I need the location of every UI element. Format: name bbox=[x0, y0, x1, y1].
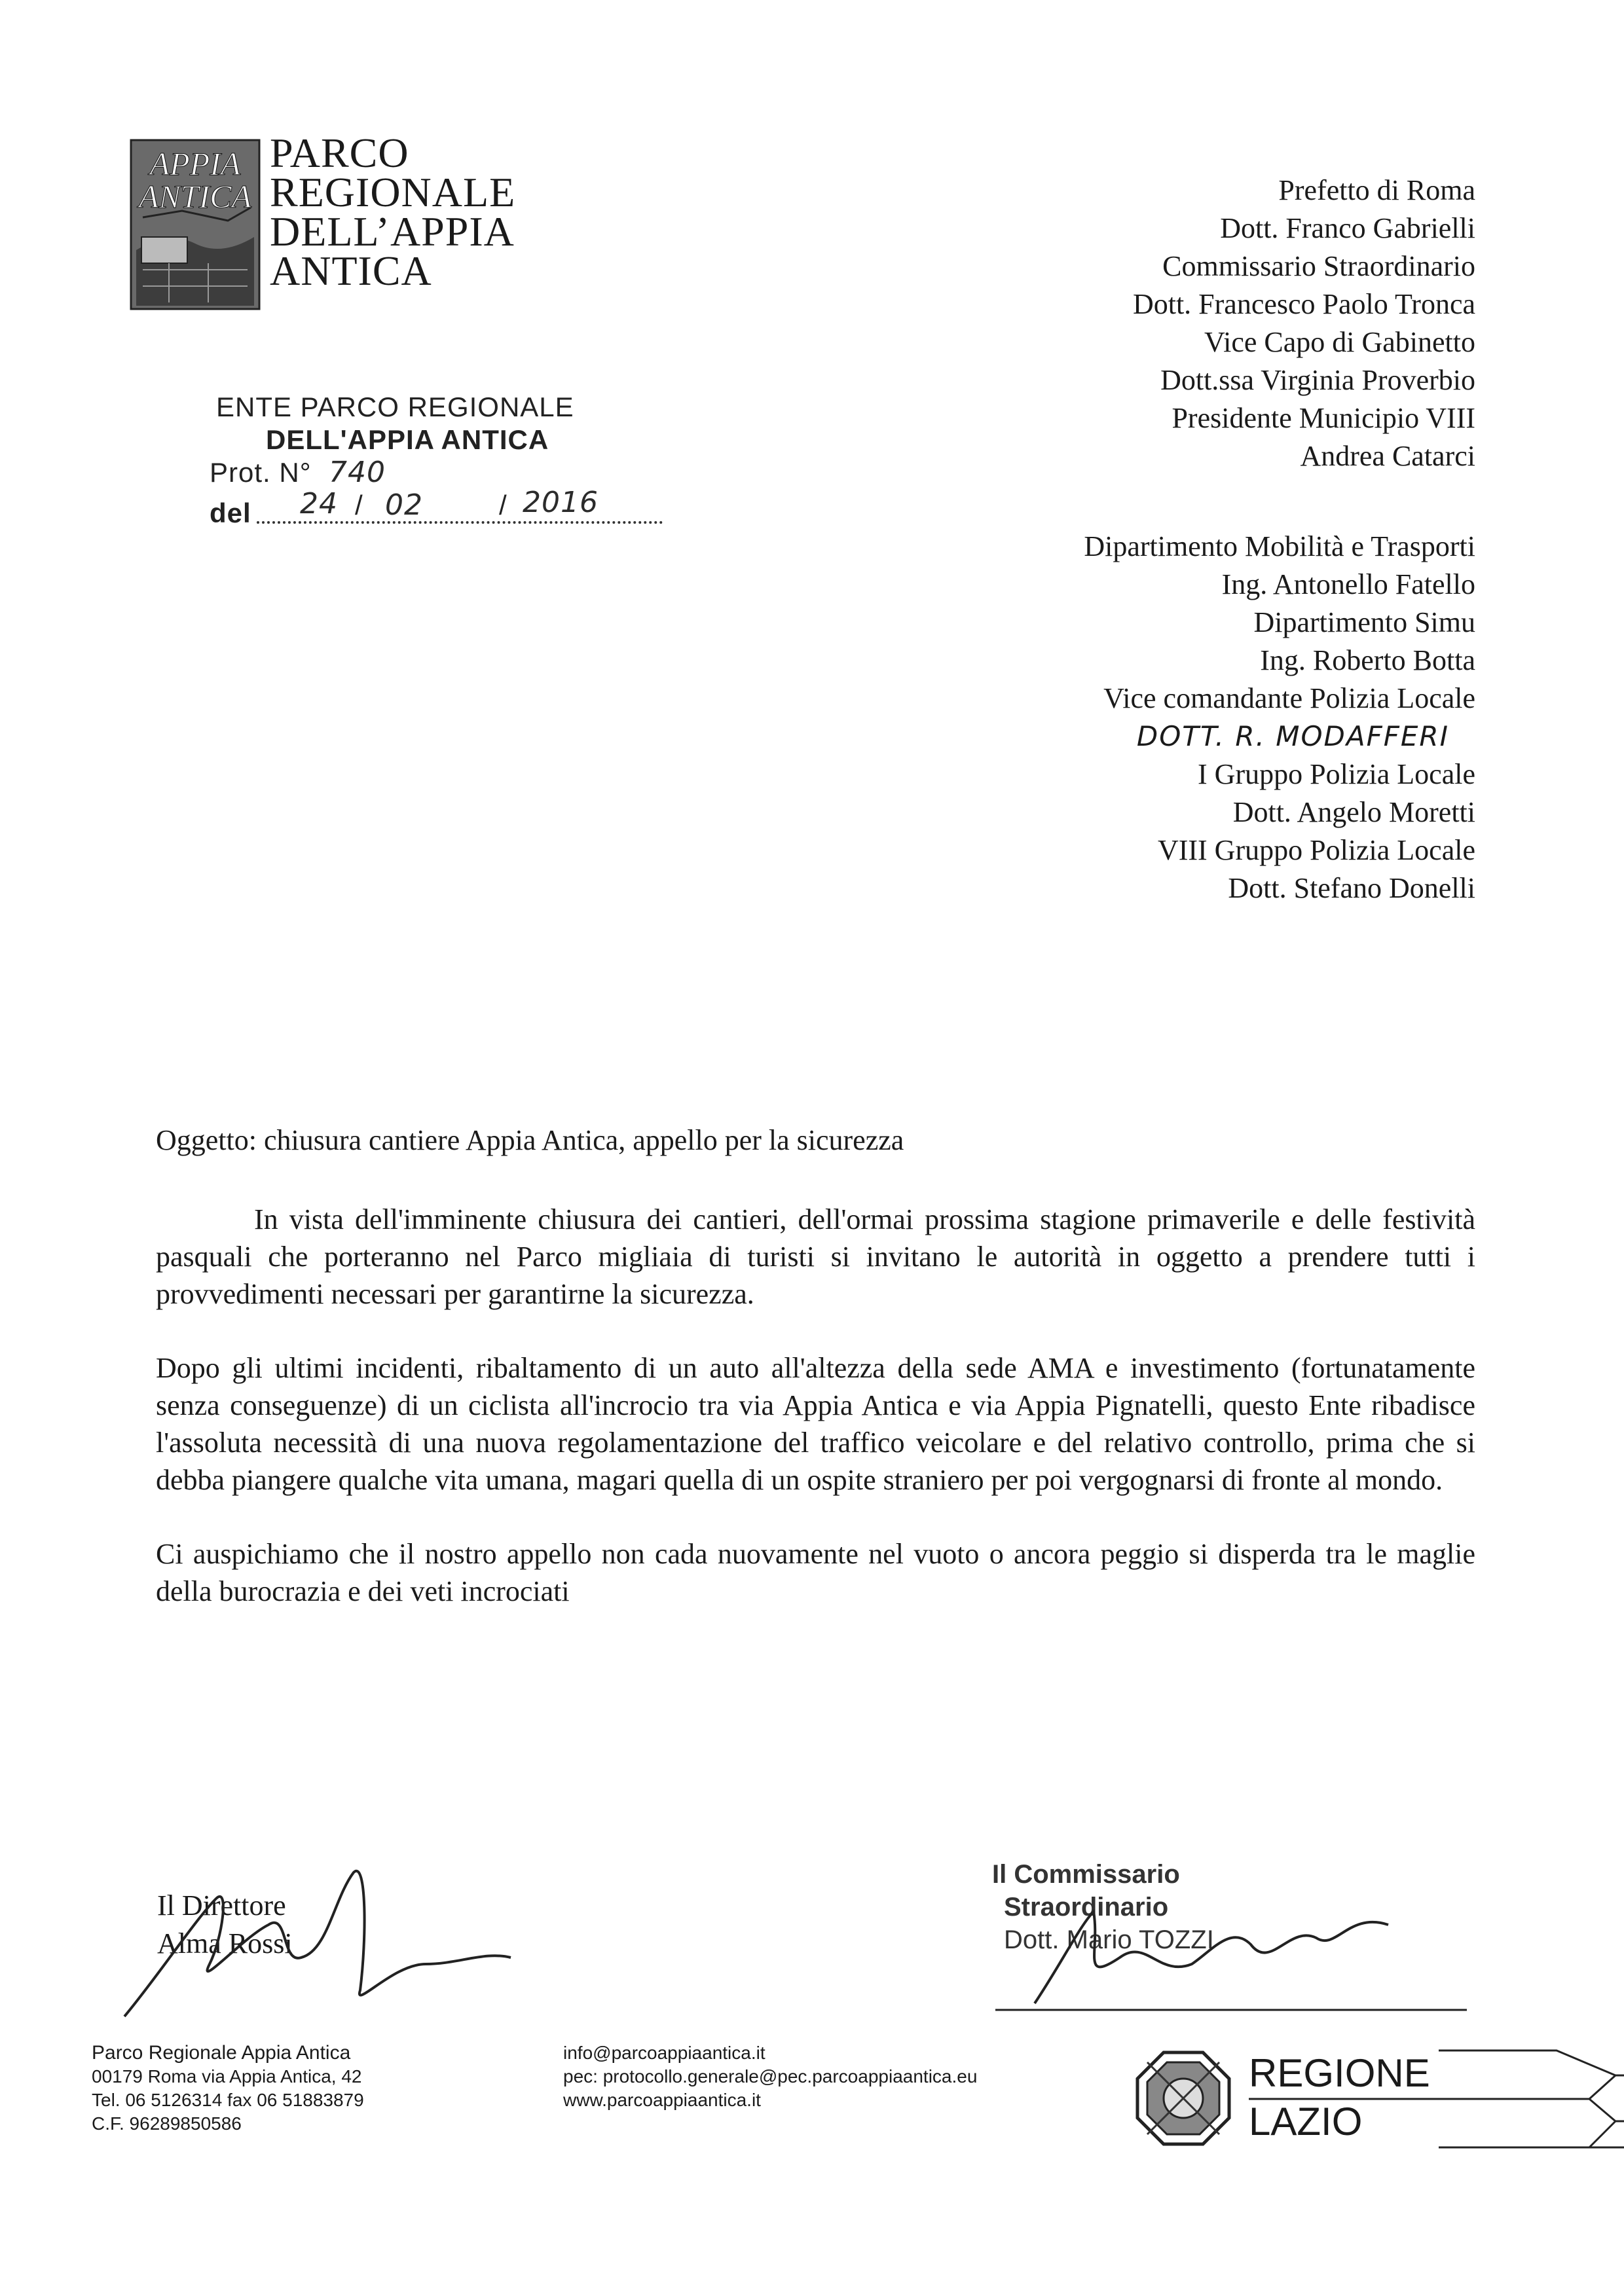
letter-body bbox=[156, 1201, 1475, 1647]
footer-website-link[interactable]: www.parcoappiaantica.it bbox=[563, 2090, 761, 2110]
director-name: Alma Rossi bbox=[157, 1927, 293, 1959]
commissioner-role-2: Straordinario bbox=[1004, 1893, 1169, 1922]
commissioner-name: Dott. Mario TOZZI bbox=[1004, 1925, 1214, 1954]
stamp-year: 2016 bbox=[523, 486, 599, 519]
commissioner-role-1: Il Commissario bbox=[992, 1860, 1180, 1889]
recipient-line: Ing. Antonello Fatello bbox=[1221, 568, 1475, 600]
recipient-line: Dott. Angelo Moretti bbox=[1232, 796, 1475, 828]
recipient-line: Commissario Straordinario bbox=[1162, 250, 1475, 282]
recipient-line: Dott. Stefano Donelli bbox=[1228, 872, 1475, 904]
footer-org-name: Parco Regionale Appia Antica bbox=[92, 2042, 351, 2064]
regione-decorative-lines bbox=[1249, 2049, 1624, 2154]
footer-street: 00179 Roma via Appia Antica, 42 bbox=[92, 2066, 362, 2086]
park-name-line: PARCO bbox=[270, 130, 409, 176]
recipients-block bbox=[1084, 172, 1475, 907]
logo-mark-text-2: ANTICA bbox=[138, 178, 252, 215]
letter-subject: Oggetto: chiusura cantiere Appia Antica, appello per la sicurezza bbox=[156, 1124, 904, 1156]
stamp-line-1: ENTE PARCO REGIONALE bbox=[216, 392, 574, 422]
park-name-line: ANTICA bbox=[270, 247, 432, 294]
recipient-line: Ing. Roberto Botta bbox=[1260, 644, 1475, 676]
park-logo-icon bbox=[130, 139, 261, 310]
stamp-line-2: DELL'APPIA ANTICA bbox=[266, 424, 549, 455]
park-name-line: REGIONALE bbox=[270, 169, 516, 215]
recipient-line: VIII Gruppo Polizia Locale bbox=[1157, 834, 1475, 866]
recipient-line: Dipartimento Mobilità e Trasporti bbox=[1084, 530, 1475, 562]
recipient-line: Presidente Municipio VIII bbox=[1172, 402, 1475, 434]
regione-line-1: REGIONE bbox=[1249, 2051, 1430, 2095]
park-name-line: DELL’APPIA bbox=[270, 208, 515, 255]
regione-line-2: LAZIO bbox=[1249, 2100, 1363, 2143]
footer-email-link[interactable]: info@parcoappiaantica.it bbox=[563, 2043, 766, 2063]
footer-address bbox=[92, 2041, 364, 2136]
stamp-prot-label: Prot. N° bbox=[210, 457, 312, 488]
regione-emblem-icon bbox=[1134, 2049, 1232, 2147]
stamp-date-separator: / bbox=[499, 490, 507, 520]
director-role: Il Direttore bbox=[157, 1889, 286, 1922]
recipient-line: Vice comandante Polizia Locale bbox=[1103, 682, 1475, 714]
stamp-day: 24 bbox=[300, 487, 338, 520]
recipient-line: I Gruppo Polizia Locale bbox=[1198, 758, 1475, 790]
stamp-date-separator: / bbox=[355, 490, 363, 520]
stamp-month: 02 bbox=[385, 488, 423, 522]
recipient-line: Dott. Francesco Paolo Tronca bbox=[1132, 288, 1475, 320]
footer-phone: Tel. 06 5126314 fax 06 51883879 bbox=[92, 2090, 364, 2110]
footer-tax-code: C.F. 96289850586 bbox=[92, 2113, 242, 2134]
recipient-line: Dipartimento Simu bbox=[1253, 606, 1475, 638]
recipient-line: Dott.ssa Virginia Proverbio bbox=[1160, 364, 1475, 396]
recipient-line: Prefetto di Roma bbox=[1278, 174, 1475, 206]
director-handwritten-signature bbox=[118, 1859, 524, 2023]
body-paragraph: Dopo gli ultimi incidenti, ribaltamento di un auto all'altezza della sede AMA e investimento (fortunatamente senza conseguenze) di un ciclista all'incrocio tra via Appia Antica e via Appia Pignatelli, questo Ente ribadisce l'assoluta necessità di una nuova regolamentazione del traffico veicolare e del relativo controllo, prima che si debba piangere qualche vita umana, magari quella di un ospite straniero per poi vergognarsi di fronte al mondo. bbox=[156, 1352, 1475, 1496]
footer-pec-link[interactable]: pec: protocollo.generale@pec.parcoappiaantica.eu bbox=[563, 2066, 978, 2086]
park-name-logotype bbox=[270, 130, 516, 294]
recipient-handwritten-name: DOTT. R. MODAFFERI bbox=[1136, 720, 1449, 752]
recipient-line: Vice Capo di Gabinetto bbox=[1204, 326, 1475, 358]
recipient-line: Andrea Catarci bbox=[1300, 440, 1475, 472]
body-paragraph: Ci auspichiamo che il nostro appello non cada nuovamente nel vuoto o ancora peggio si disperda tra le maglie della burocrazia e dei veti incrociati bbox=[156, 1538, 1475, 1607]
stamp-prot-number: 740 bbox=[329, 456, 386, 489]
stamp-del-label: del bbox=[210, 498, 251, 528]
commissioner-handwritten-signature bbox=[995, 1886, 1480, 2016]
recipient-line: Dott. Franco Gabrielli bbox=[1220, 212, 1475, 244]
logo-mark-text-1: APPIA bbox=[149, 145, 241, 182]
body-paragraph: In vista dell'imminente chiusura dei cantieri, dell'ormai prossima stagione primaverile e delle festività pasquali che porteranno nel Parco migliaia di turisti si invitano le autorità in oggetto a prendere tutti i provvedimenti necessari per garantirne la sicurezza. bbox=[156, 1203, 1475, 1310]
footer-contacts bbox=[563, 2041, 977, 2112]
